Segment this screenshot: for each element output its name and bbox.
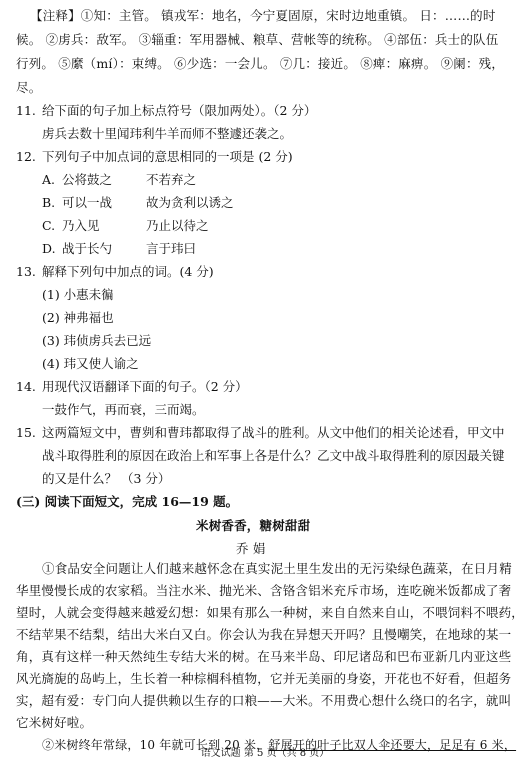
q12-option-d-right: 言于玮曰 [146,241,197,256]
q13-number: 13. [16,264,36,279]
q12-option-d-letter: D. [42,241,56,256]
article-author: 乔 娟 [236,541,266,556]
q12-option-a-right: 不若弃之 [146,172,197,187]
article-p1-line-1: ①食品安全问题让人们越来越怀念在真实泥土里生发出的无污染绿色蔬菜，在日月精 [42,561,512,576]
article-p1-line-5: 角，真有这样一种天然纯生专结大米的树。在马来半岛、印尼诸岛和巴布亚新几内亚这些 [16,649,512,664]
q13-item-2: (2) 神弗福也 [42,310,114,325]
q12-option-d-left: 战于长勺 [62,241,113,256]
q12-option-c-letter: C. [42,218,56,233]
q14-sentence: 一鼓作气，再而衰，三而竭。 [42,402,205,417]
q14-number: 14. [16,379,36,394]
q11-prompt: 给下面的句子加上标点符号（限加两处）。（2 分） [42,103,317,118]
q13-item-3: (3) 玮侦虏兵去已远 [42,333,152,348]
q11-number: 11. [16,103,36,118]
q12-option-b-right: 故为贪利以诱之 [146,195,234,210]
q12-option-b-letter: B. [42,195,56,210]
section-3-heading: (三) 阅读下面短文，完成 16—19 题。 [16,494,239,509]
article-p1-line-6: 风光旖旎的岛屿上，生长着一种棕榈科植物，它并无美丽的身姿，开花也不好看，但超务 [16,671,512,686]
q12-option-a-left: 公将鼓之 [62,172,113,187]
notes-line-2: 候。 ②虏兵：敌军。 ③辎重：军用器械、粮草、营帐等的统称。 ④部伍：兵士的队伍 [16,32,499,47]
notes-line-1: 【注释】①知：主管。 镇戎军：地名，今宁夏固原，宋时边地重镇。 日：……的时 [30,8,496,23]
q15-line-3: 的又是什么？ （3 分） [42,471,171,486]
notes-line-3: 行列。 ⑤縻（mí）：束缚。 ⑥少选：一会儿。 ⑦几：接近。 ⑧痺：麻痹。 ⑨阑：残， [16,56,505,71]
q12-option-b-left: 可以一战 [62,195,113,210]
article-p1-line-4: 不结苹果不结梨，结出大米白又白。你会认为我在异想天开吗？且慢嘲笑，在地球的某一 [16,627,512,642]
article-title: 米树香香，糖树甜甜 [196,518,311,533]
q12-option-c-right: 乃止以待之 [146,218,209,233]
q13-prompt: 解释下列句中加点的词。(4 分) [42,264,214,279]
article-p2-underlined: 舒展开的叶子比双人伞还要大，足足有 6 米， [268,738,517,752]
q12-option-a-letter: A. [42,172,56,187]
q14-prompt: 用现代汉语翻译下面的句子。（2 分） [42,379,248,394]
article-p1-line-7: 实，超有爱：专门向人提供赖以生存的口粮——大米。不用费心想什么绕口的名字，就叫 [16,693,512,708]
article-p2-start: ②米树终年常绿，10 年就可长到 20 米， [42,738,269,752]
q13-item-4: (4) 玮又使人谕之 [42,356,139,371]
q12-prompt: 下列句子中加点词的意思相同的一项是 (2 分) [42,149,293,164]
page-footer: 语文试题 第 5 页（共 8 页） [200,748,330,759]
article-p1-line-2: 华里慢慢长成的农家稻。当注水米、抛光米、含铬含铝米充斥市场，连吃碗米饭都成了奢 [16,583,512,598]
q11-sentence: 虏兵去数十里闻玮利牛羊而师不整遽还袭之。 [42,126,293,141]
q12-number: 12. [16,149,36,164]
q13-item-1: (1) 小惠未徧 [42,287,114,302]
q12-option-c-left: 乃入见 [62,218,100,233]
article-p1-line-3: 望时，人就会变得越来越爱幻想：如果有那么一种树，来自自然来自山，不喂饲料不喂药， [16,605,525,620]
article-p1-line-8: 它米树好啦。 [16,715,93,730]
notes-line-4: 尽。 [16,80,42,95]
q15-line-2: 战斗取得胜利的原因在政治上和军事上各是什么？乙文中战斗取得胜利的原因最关键 [42,448,505,463]
q15-line-1: 这两篇短文中，曹刿和曹玮都取得了战斗的胜利。从文中他们的相关论述看，甲文中 [42,425,505,440]
q15-number: 15. [16,425,36,440]
